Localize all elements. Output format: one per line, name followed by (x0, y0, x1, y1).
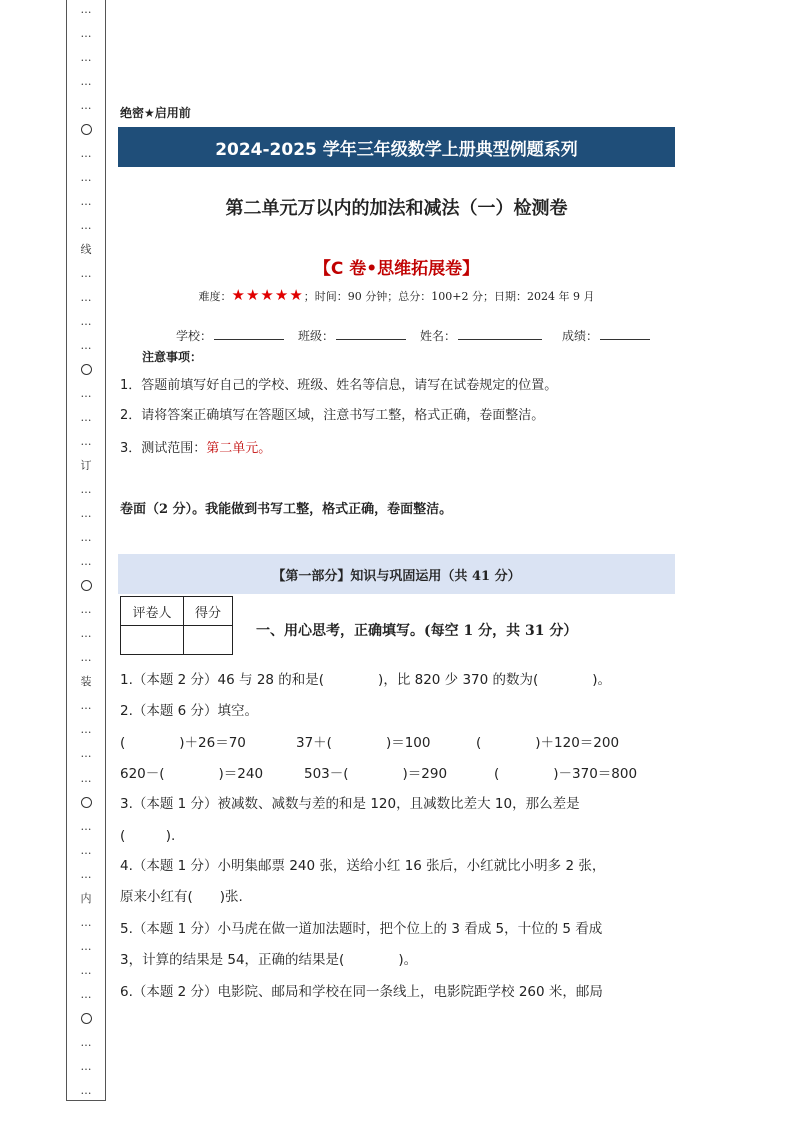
section-title: 一、用心思考，正确填写。(每空 1 分，共 31 分） (256, 623, 578, 639)
binding-line (67, 0, 105, 1100)
binding-dots: … (80, 1035, 92, 1049)
notice-title: 注意事项： (142, 350, 203, 364)
binding-dots: … (80, 435, 92, 449)
binding-dots: … (80, 387, 92, 401)
part-one-title: 【第一部分】知识与巩固运用（共 41 分） (272, 568, 521, 584)
binding-dots: … (80, 603, 92, 617)
question-5-line-1: 5.（本题 1 分）小马虎在做一道加法题时，把个位上的 3 看成 5，十位的 5 看成 (120, 921, 603, 937)
binding-dots: … (80, 27, 92, 41)
binding-dots: … (80, 627, 92, 641)
binding-dots: … (80, 483, 92, 497)
binding-circle-icon (81, 1013, 92, 1024)
notice-item-3-prefix: 3．测试范围： (120, 441, 207, 456)
exam-meta-info: ；时间：90 分钟；总分：100+2 分；日期：2024 年 9 月 (303, 290, 595, 303)
name-label: 姓名： (420, 329, 457, 343)
school-field[interactable] (214, 327, 284, 340)
fill-blank-item: 620－( )＝240 (120, 766, 264, 782)
binding-circle-icon (81, 364, 92, 375)
binding-dots: … (80, 915, 92, 929)
question-3-line-1: 3.（本题 1 分）被减数、减数与差的和是 120，且减数比差大 10，那么差是 (120, 796, 580, 812)
question-4-line-2: 原来小红有( )张. (120, 889, 243, 905)
fill-blank-item: 503－( )＝290 (304, 766, 448, 782)
student-info-row (176, 327, 664, 344)
binding-dots: … (80, 867, 92, 881)
fill-blank-item: 37＋( )＝100 (296, 735, 431, 751)
question-2-row-2 (120, 762, 637, 782)
binding-dots: … (80, 219, 92, 233)
test-scope: 第二单元。 (206, 441, 272, 456)
binding-dots: … (80, 531, 92, 545)
binding-char: 内 (80, 891, 92, 905)
score-label: 成绩： (562, 329, 599, 343)
binding-dots: … (80, 963, 92, 977)
fill-blank-item: ( )＋120＝200 (476, 735, 620, 751)
binding-char: 订 (80, 459, 92, 473)
score-field[interactable] (600, 327, 650, 340)
notice-item-1: 1．答题前填写好自己的学校、班级、姓名等信息，请写在试卷规定的位置。 (120, 378, 558, 393)
part-one-banner (118, 554, 675, 594)
difficulty-stars-icon: ★★★★★ (231, 286, 304, 304)
question-6-line-1: 6.（本题 2 分）电影院、邮局和学校在同一条线上，电影院距学校 260 米，邮局 (120, 984, 603, 1000)
binding-dots: … (80, 723, 92, 737)
score-cell[interactable] (184, 626, 233, 655)
binding-dots: … (80, 75, 92, 89)
question-4-line-1: 4.（本题 1 分）小明集邮票 240 张，送给小红 16 张后，小红就比小明多 2 张， (120, 858, 606, 874)
confidential-label: 绝密★启用前 (120, 106, 191, 120)
binding-dots: … (80, 267, 92, 281)
binding-dots: … (80, 699, 92, 713)
binding-margin (66, 0, 106, 1101)
binding-dots: … (80, 747, 92, 761)
question-2: 2.（本题 6 分）填空。 (120, 703, 259, 719)
name-field[interactable] (458, 327, 542, 340)
score-header: 得分 (184, 597, 233, 626)
fill-blank-item: ( )－370＝800 (494, 766, 638, 782)
difficulty-label: 难度： (198, 290, 232, 303)
volume-label: 【C 卷•思维拓展卷】 (313, 259, 480, 279)
binding-dots: … (80, 939, 92, 953)
school-label: 学校： (176, 329, 213, 343)
binding-dots: … (80, 99, 92, 113)
binding-dots: … (80, 771, 92, 785)
question-5-line-2: 3，计算的结果是 54，正确的结果是( )。 (120, 952, 418, 968)
binding-dots: … (80, 819, 92, 833)
grader-header: 评卷人 (121, 597, 184, 626)
binding-circle-icon (81, 124, 92, 135)
binding-dots: … (80, 555, 92, 569)
series-title: 2024-2025 学年三年级数学上册典型例题系列 (215, 139, 578, 160)
binding-dots: … (80, 987, 92, 1001)
binding-dots: … (80, 147, 92, 161)
grading-table (120, 596, 233, 655)
binding-dots: … (80, 51, 92, 65)
binding-dots: … (80, 291, 92, 305)
class-field[interactable] (336, 327, 406, 340)
binding-dots: … (80, 411, 92, 425)
binding-circle-icon (81, 580, 92, 591)
neatness-statement: 卷面（2 分）。我能做到书写工整，格式正确，卷面整洁。 (120, 502, 453, 517)
binding-dots: … (80, 1059, 92, 1073)
binding-dots: … (80, 507, 92, 521)
question-2-row-1 (120, 731, 619, 751)
question-1: 1.（本题 2 分）46 与 28 的和是( )，比 820 少 370 的数为( )。 (120, 672, 612, 688)
binding-char: 装 (80, 675, 92, 689)
binding-dots: … (80, 339, 92, 353)
binding-dots: … (80, 171, 92, 185)
binding-dots: … (80, 315, 92, 329)
exam-title: 第二单元万以内的加法和减法（一）检测卷 (225, 198, 568, 219)
binding-dots: … (80, 651, 92, 665)
question-3-line-2: ( ). (120, 828, 176, 844)
exam-meta (118, 286, 675, 304)
fill-blank-item: ( )＋26＝70 (120, 735, 246, 751)
class-label: 班级： (298, 329, 335, 343)
binding-dots: … (80, 843, 92, 857)
binding-dots: … (80, 3, 92, 16)
binding-circle-icon (81, 797, 92, 808)
binding-dots: … (80, 1083, 92, 1097)
notice-item-2: 2．请将答案正确填写在答题区域，注意书写工整，格式正确，卷面整洁。 (120, 408, 545, 423)
grader-cell[interactable] (121, 626, 184, 655)
binding-char: 线 (80, 243, 92, 257)
notice-item-3 (120, 437, 271, 456)
series-banner (118, 127, 675, 167)
binding-dots: … (80, 195, 92, 209)
